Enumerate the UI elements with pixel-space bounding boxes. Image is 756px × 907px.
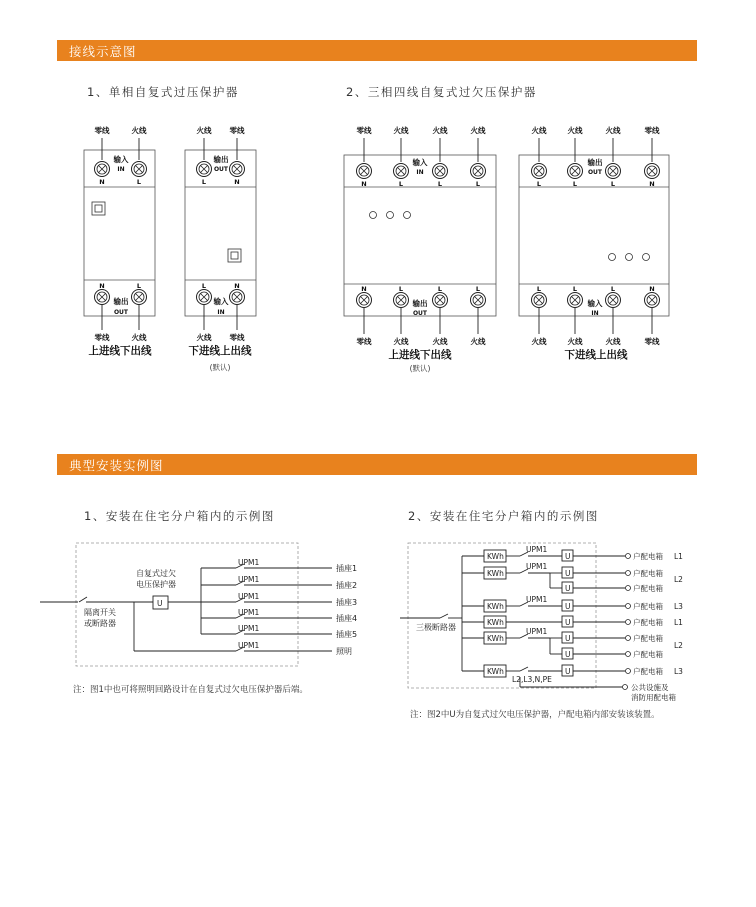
example2-title: 2、安装在住宅分户箱内的示例图	[408, 509, 599, 523]
svg-text:OUT: OUT	[113, 309, 129, 316]
svg-text:L: L	[398, 180, 404, 188]
svg-text:L: L	[201, 282, 207, 290]
svg-text:火线: 火线	[196, 126, 212, 135]
single-phase-title: 1、单相自复式过压保护器	[87, 85, 239, 99]
svg-text:L: L	[398, 285, 404, 293]
svg-text:输入: 输入	[587, 299, 603, 308]
svg-text:UPM1: UPM1	[238, 608, 260, 617]
output-label: 插座5	[336, 630, 358, 639]
svg-text:电压保护器: 电压保护器	[136, 580, 176, 589]
svg-text:火线: 火线	[605, 126, 621, 135]
install-example-1	[0, 530, 380, 730]
output-label: 照明	[336, 647, 352, 656]
svg-text:U: U	[565, 667, 571, 676]
svg-text:火线: 火线	[196, 333, 212, 342]
caption-default: (默认)	[209, 363, 231, 372]
caption-c: 上进线下出线	[388, 349, 452, 361]
kwh-meter: KWh	[487, 552, 504, 561]
svg-text:OUT: OUT	[412, 310, 428, 317]
example2-note: 注：图2中U为自复式过欠电压保护器，户配电箱内部安装该装置。	[410, 710, 660, 720]
isolator-label: 隔离开关	[84, 608, 116, 617]
svg-text:UPM1: UPM1	[238, 624, 260, 633]
svg-text:UPM1: UPM1	[526, 562, 548, 571]
phase-label: L1	[674, 552, 683, 561]
svg-text:L: L	[536, 285, 542, 293]
svg-text:输入: 输入	[213, 297, 229, 306]
svg-text:零线: 零线	[644, 126, 660, 135]
svg-text:L: L	[536, 180, 542, 188]
breaker-label: UPM1	[238, 558, 260, 567]
label-neutral: 零线	[94, 126, 110, 135]
protector-label: 自复式过欠	[136, 569, 176, 578]
kwh-meter: KWh	[487, 602, 504, 611]
label-input-en: IN	[117, 166, 125, 173]
svg-text:户配电箱: 户配电箱	[633, 569, 663, 578]
label-input: 输入	[113, 155, 129, 164]
svg-text:L: L	[610, 285, 616, 293]
svg-text:零线: 零线	[94, 333, 110, 342]
svg-text:N: N	[649, 180, 655, 188]
svg-text:UPM1: UPM1	[526, 595, 548, 604]
svg-text:火线: 火线	[131, 333, 147, 342]
phase-label: L1	[674, 618, 683, 627]
svg-text:OUT: OUT	[587, 169, 603, 176]
svg-text:火线: 火线	[470, 126, 486, 135]
caption-d: 下进线上出线	[564, 349, 628, 361]
section-title: 典型安装实例图	[69, 458, 164, 473]
svg-text:火线: 火线	[605, 337, 621, 346]
svg-text:零线: 零线	[229, 333, 245, 342]
svg-text:输出: 输出	[412, 299, 428, 308]
kwh-meter: KWh	[487, 618, 504, 627]
svg-text:L: L	[136, 178, 142, 186]
svg-text:户配电箱: 户配电箱	[633, 634, 663, 643]
svg-text:U: U	[565, 650, 571, 659]
svg-text:N: N	[99, 282, 105, 290]
device-b-body	[185, 150, 256, 316]
svg-text:火线: 火线	[531, 337, 547, 346]
svg-text:零线: 零线	[644, 337, 660, 346]
svg-text:U: U	[565, 569, 571, 578]
svg-text:N: N	[234, 282, 240, 290]
svg-text:L: L	[572, 285, 578, 293]
phase-label: L3	[674, 602, 683, 611]
public-label: 公共设施及	[631, 683, 669, 692]
svg-text:U: U	[565, 634, 571, 643]
svg-text:火线: 火线	[470, 337, 486, 346]
svg-text:IN: IN	[591, 310, 599, 317]
protector-symbol: U	[157, 599, 163, 608]
svg-text:或断路器: 或断路器	[84, 619, 116, 628]
svg-text:火线: 火线	[393, 337, 409, 346]
svg-text:户配电箱: 户配电箱	[633, 618, 663, 627]
svg-text:L: L	[572, 180, 578, 188]
svg-text:零线: 零线	[356, 337, 372, 346]
svg-text:UPM1: UPM1	[238, 641, 260, 650]
svg-text:L: L	[437, 180, 443, 188]
svg-text:输出: 输出	[213, 155, 229, 164]
svg-text:N: N	[361, 285, 367, 293]
svg-text:户配电箱: 户配电箱	[633, 602, 663, 611]
svg-text:消防用配电箱: 消防用配电箱	[631, 693, 676, 702]
example1-note: 注：图1中也可将照明回路设计在自复式过欠电压保护器后端。	[73, 685, 308, 695]
svg-text:火线: 火线	[567, 126, 583, 135]
svg-text:L: L	[201, 178, 207, 186]
bus-label: L2,L3,N,PE	[512, 675, 552, 684]
output-label: 插座4	[336, 614, 358, 623]
svg-text:U: U	[565, 602, 571, 611]
section-title: 接线示意图	[69, 44, 137, 59]
svg-text:火线: 火线	[432, 337, 448, 346]
svg-text:零线: 零线	[229, 126, 245, 135]
svg-text:IN: IN	[217, 309, 225, 316]
svg-text:IN: IN	[416, 169, 424, 176]
caption-a: 上进线下出线	[88, 345, 152, 357]
svg-text:L: L	[610, 180, 616, 188]
label-live: 火线	[131, 126, 147, 135]
svg-text:户配电箱: 户配电箱	[633, 584, 663, 593]
svg-text:UPM1: UPM1	[238, 575, 260, 584]
svg-text:L: L	[136, 282, 142, 290]
svg-text:火线: 火线	[567, 337, 583, 346]
svg-text:输入: 输入	[412, 158, 428, 167]
svg-text:L: L	[475, 180, 481, 188]
svg-text:N: N	[99, 178, 105, 186]
kwh-meter: KWh	[487, 667, 504, 676]
svg-text:UPM1: UPM1	[526, 627, 548, 636]
svg-text:L: L	[475, 285, 481, 293]
example1-title: 1、安装在住宅分户箱内的示例图	[84, 509, 275, 523]
svg-text:火线: 火线	[393, 126, 409, 135]
device-d-body	[519, 155, 669, 316]
label-output: 输出	[113, 297, 129, 306]
phase-label: L2	[674, 641, 683, 650]
output-label: 插座1	[336, 564, 358, 573]
svg-text:零线: 零线	[356, 126, 372, 135]
kwh-meter: KWh	[487, 634, 504, 643]
svg-text:U: U	[565, 552, 571, 561]
svg-text:N: N	[234, 178, 240, 186]
svg-text:U: U	[565, 618, 571, 627]
svg-text:N: N	[361, 180, 367, 188]
wiring-diagrams	[0, 0, 756, 420]
svg-text:U: U	[565, 584, 571, 593]
main-breaker-label: 三极断路器	[416, 623, 456, 632]
svg-text:火线: 火线	[432, 126, 448, 135]
output-label: 插座3	[336, 598, 358, 607]
svg-text:火线: 火线	[531, 126, 547, 135]
phase-label: L2	[674, 575, 683, 584]
svg-text:输出: 输出	[587, 158, 603, 167]
caption-b: 下进线上出线	[188, 345, 252, 357]
device-c-body	[344, 155, 496, 316]
svg-text:户配电箱: 户配电箱	[633, 650, 663, 659]
svg-text:UPM1: UPM1	[526, 545, 548, 554]
svg-text:UPM1: UPM1	[238, 592, 260, 601]
svg-text:OUT: OUT	[213, 166, 229, 173]
svg-text:(默认): (默认)	[409, 364, 431, 373]
install-example-2	[400, 530, 730, 710]
phase-label: L3	[674, 667, 683, 676]
section-header-install	[57, 454, 697, 475]
svg-text:L: L	[437, 285, 443, 293]
box-label: 户配电箱	[633, 552, 663, 561]
svg-text:户配电箱: 户配电箱	[633, 667, 663, 676]
three-phase-title: 2、三相四线自复式过欠压保护器	[346, 85, 537, 99]
kwh-meter: KWh	[487, 569, 504, 578]
svg-text:N: N	[649, 285, 655, 293]
output-label: 插座2	[336, 581, 358, 590]
